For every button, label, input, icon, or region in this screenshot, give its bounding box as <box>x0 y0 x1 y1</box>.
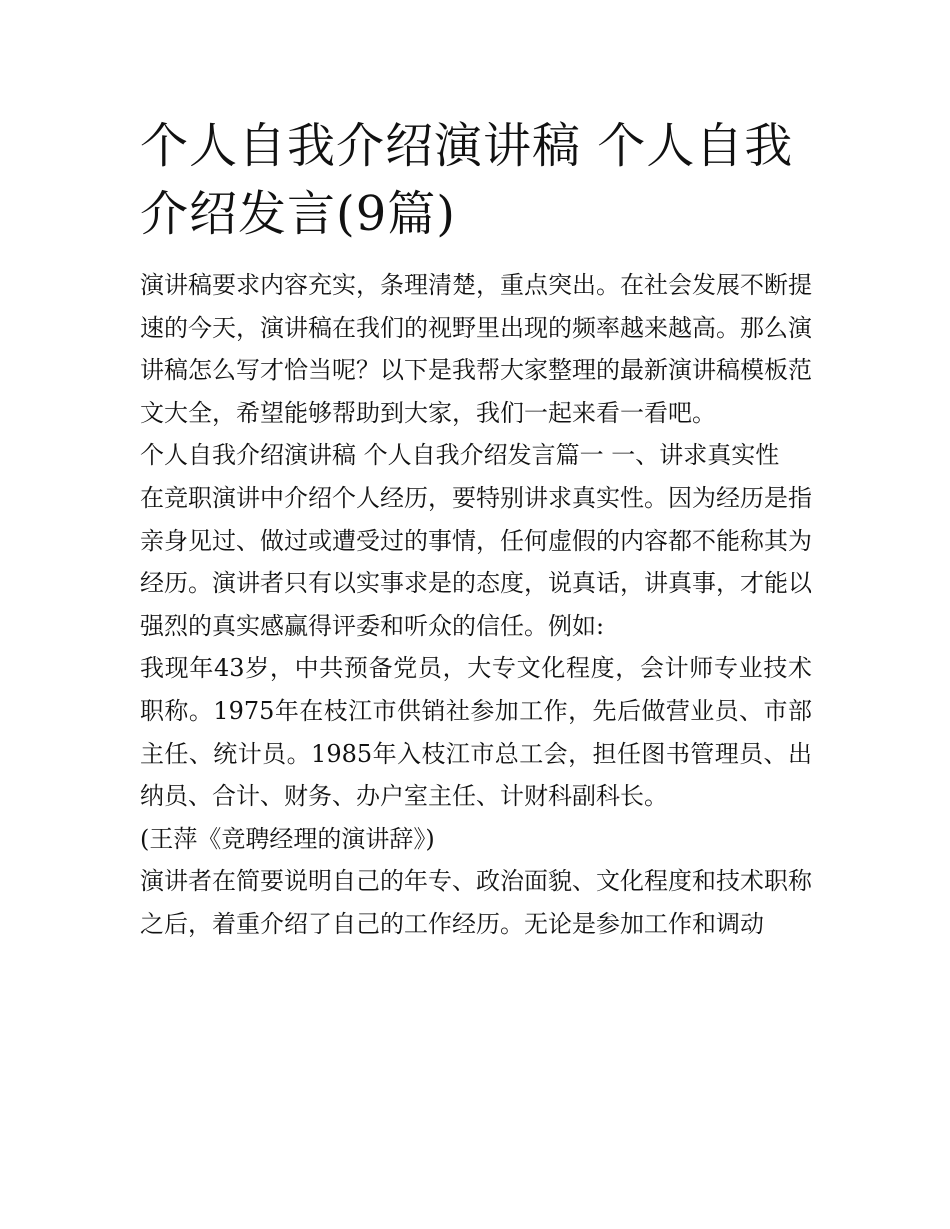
paragraph-example: 我现年43岁，中共预备党员，大专文化程度，会计师专业技术职称。1975年在枝江市供销社参加工作，先后做营业员、市部主任、统计员。1985年入枝江市总工会，担任图书管理员、出纳员、合计、财务、办户室主任、计财科副科长。 <box>140 654 812 811</box>
paragraph-intro: 演讲稿要求内容充实，条理清楚，重点突出。在社会发展不断提速的今天，演讲稿在我们的视野里出现的频率越来越高。那么演讲稿怎么写才恰当呢？以下是我帮大家整理的最新演讲稿模板范文大全，希望能够帮助到大家，我们一起来看一看吧。 <box>140 271 812 427</box>
paragraph-citation: (王萍《竞聘经理的演讲辞》) <box>140 824 435 853</box>
paragraph-analysis: 演讲者在简要说明自己的年专、政治面貌、文化程度和技术职称之后，着重介绍了自己的工作经历。无论是参加工作和调动 <box>140 867 812 938</box>
document-title: 个人自我介绍演讲稿 个人自我介绍发言(9篇) <box>140 118 794 242</box>
paragraph-authenticity: 在竞职演讲中介绍个人经历，要特别讲求真实性。因为经历是指亲身见过、做过或遭受过的事情，任何虚假的内容都不能称其为经历。演讲者只有以实事求是的态度，说真话，讲真事，才能以强烈的真实感赢得评委和听众的信任。例如: <box>140 483 812 640</box>
document-page <box>140 112 812 946</box>
paragraph-section-heading: 个人自我介绍演讲稿 个人自我介绍发言篇一 一、讲求真实性 <box>140 441 780 470</box>
